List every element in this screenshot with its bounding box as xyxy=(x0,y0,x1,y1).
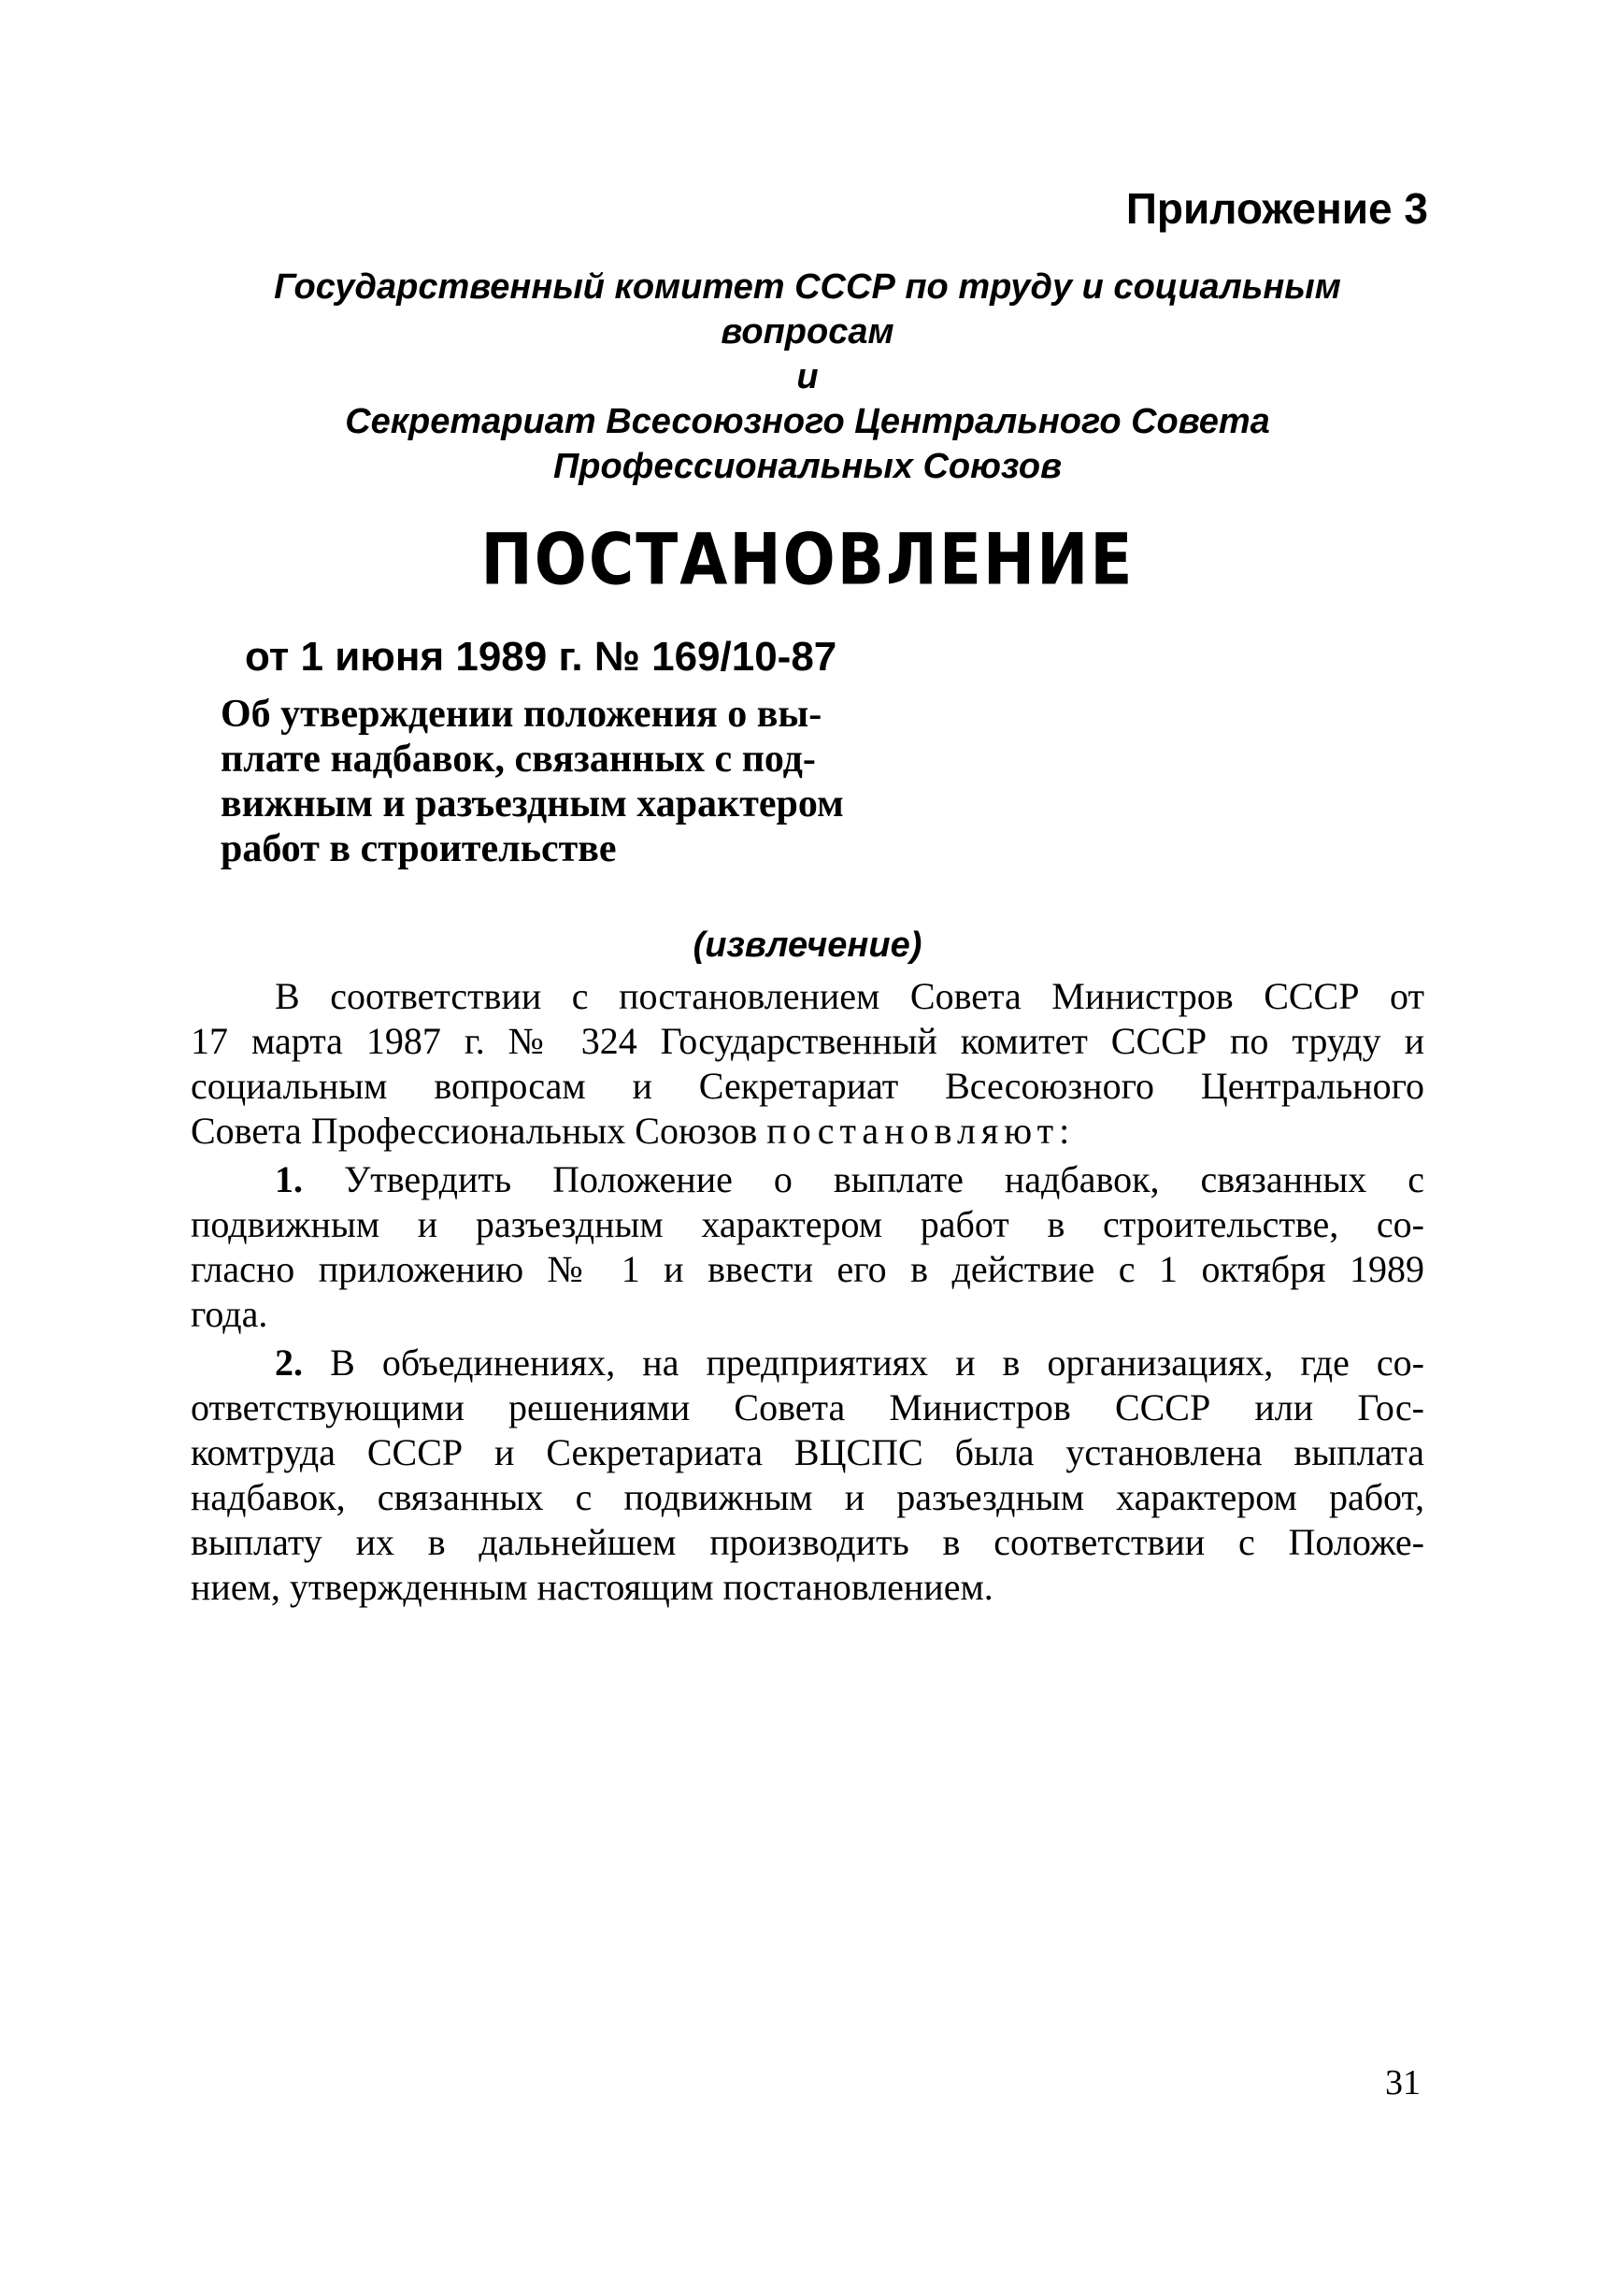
preamble-paragraph xyxy=(191,974,1424,1154)
body-line: ответствующими решениями Совета Министров СССР или Гос- xyxy=(191,1386,1424,1428)
issuer-line: вопросам xyxy=(721,312,894,352)
subject-line: вижным и разъездным характером xyxy=(221,782,844,825)
excerpt-label: (извлечение) xyxy=(693,926,922,965)
body-line: надбавок, связанных с подвижным и разъездным характером работ, xyxy=(191,1476,1424,1518)
document-type-heading: ПОСТАНОВЛЕНИЕ xyxy=(480,518,1135,601)
item-number: 1. xyxy=(275,1158,303,1200)
body-line: года. xyxy=(191,1293,268,1335)
issuing-bodies xyxy=(0,265,1615,489)
document-subject xyxy=(221,692,950,871)
body-line: подвижным и разъездным характером работ в строительстве, со- xyxy=(191,1203,1424,1245)
body-line: выплату их в дальнейшем производить в соответствии с Положе- xyxy=(191,1521,1424,1563)
page-number: 31 xyxy=(1385,2063,1421,2102)
item-paragraph xyxy=(191,1157,1424,1337)
subject-line: Об утверждении положения о вы- xyxy=(221,693,822,736)
body-line xyxy=(191,1157,1424,1202)
body-line: нием, утвержденным настоящим постановлением. xyxy=(191,1566,993,1608)
body-line: комтруда СССР и Секретариата ВЦСПС была установлена выплата xyxy=(191,1431,1424,1473)
subject-line: работ в строительстве xyxy=(221,827,617,870)
subject-line: плате надбавок, связанных с под- xyxy=(221,738,816,781)
body-text: Совета Профессиональных Союзов xyxy=(191,1110,767,1152)
date-and-number: от 1 июня 1989 г. № 169/10-87 xyxy=(245,634,837,680)
document-body xyxy=(191,974,1424,1610)
issuer-line: Секретариат Всесоюзного Центрального Совета xyxy=(345,402,1270,441)
body-text: Утвердить Положение о выплате надбавок, связанных с xyxy=(303,1158,1424,1200)
body-line xyxy=(191,1109,1424,1154)
issuer-line: Профессиональных Союзов xyxy=(552,447,1063,486)
body-line: социальным вопросам и Секретариат Всесоюзного Центрального xyxy=(191,1065,1424,1107)
issuer-line: Государственный комитет СССР по труду и социальным xyxy=(274,267,1341,307)
body-line: В соответствии с постановлением Совета Министров СССР от xyxy=(275,975,1424,1017)
body-line: гласно приложению № 1 и ввести его в действие с 1 октября 1989 xyxy=(191,1248,1424,1290)
appendix-label: Приложение 3 xyxy=(1125,184,1428,233)
issuer-line: и xyxy=(796,357,819,396)
body-text: В объединениях, на предприятиях и в организациях, где со- xyxy=(303,1342,1424,1384)
item-number: 2. xyxy=(275,1342,303,1384)
body-line xyxy=(191,1341,1424,1385)
body-line: 17 марта 1987 г. № 324 Государственный комитет СССР по труду и xyxy=(191,1020,1424,1062)
operative-word: постановляют: xyxy=(766,1110,1076,1152)
item-paragraph xyxy=(191,1341,1424,1610)
